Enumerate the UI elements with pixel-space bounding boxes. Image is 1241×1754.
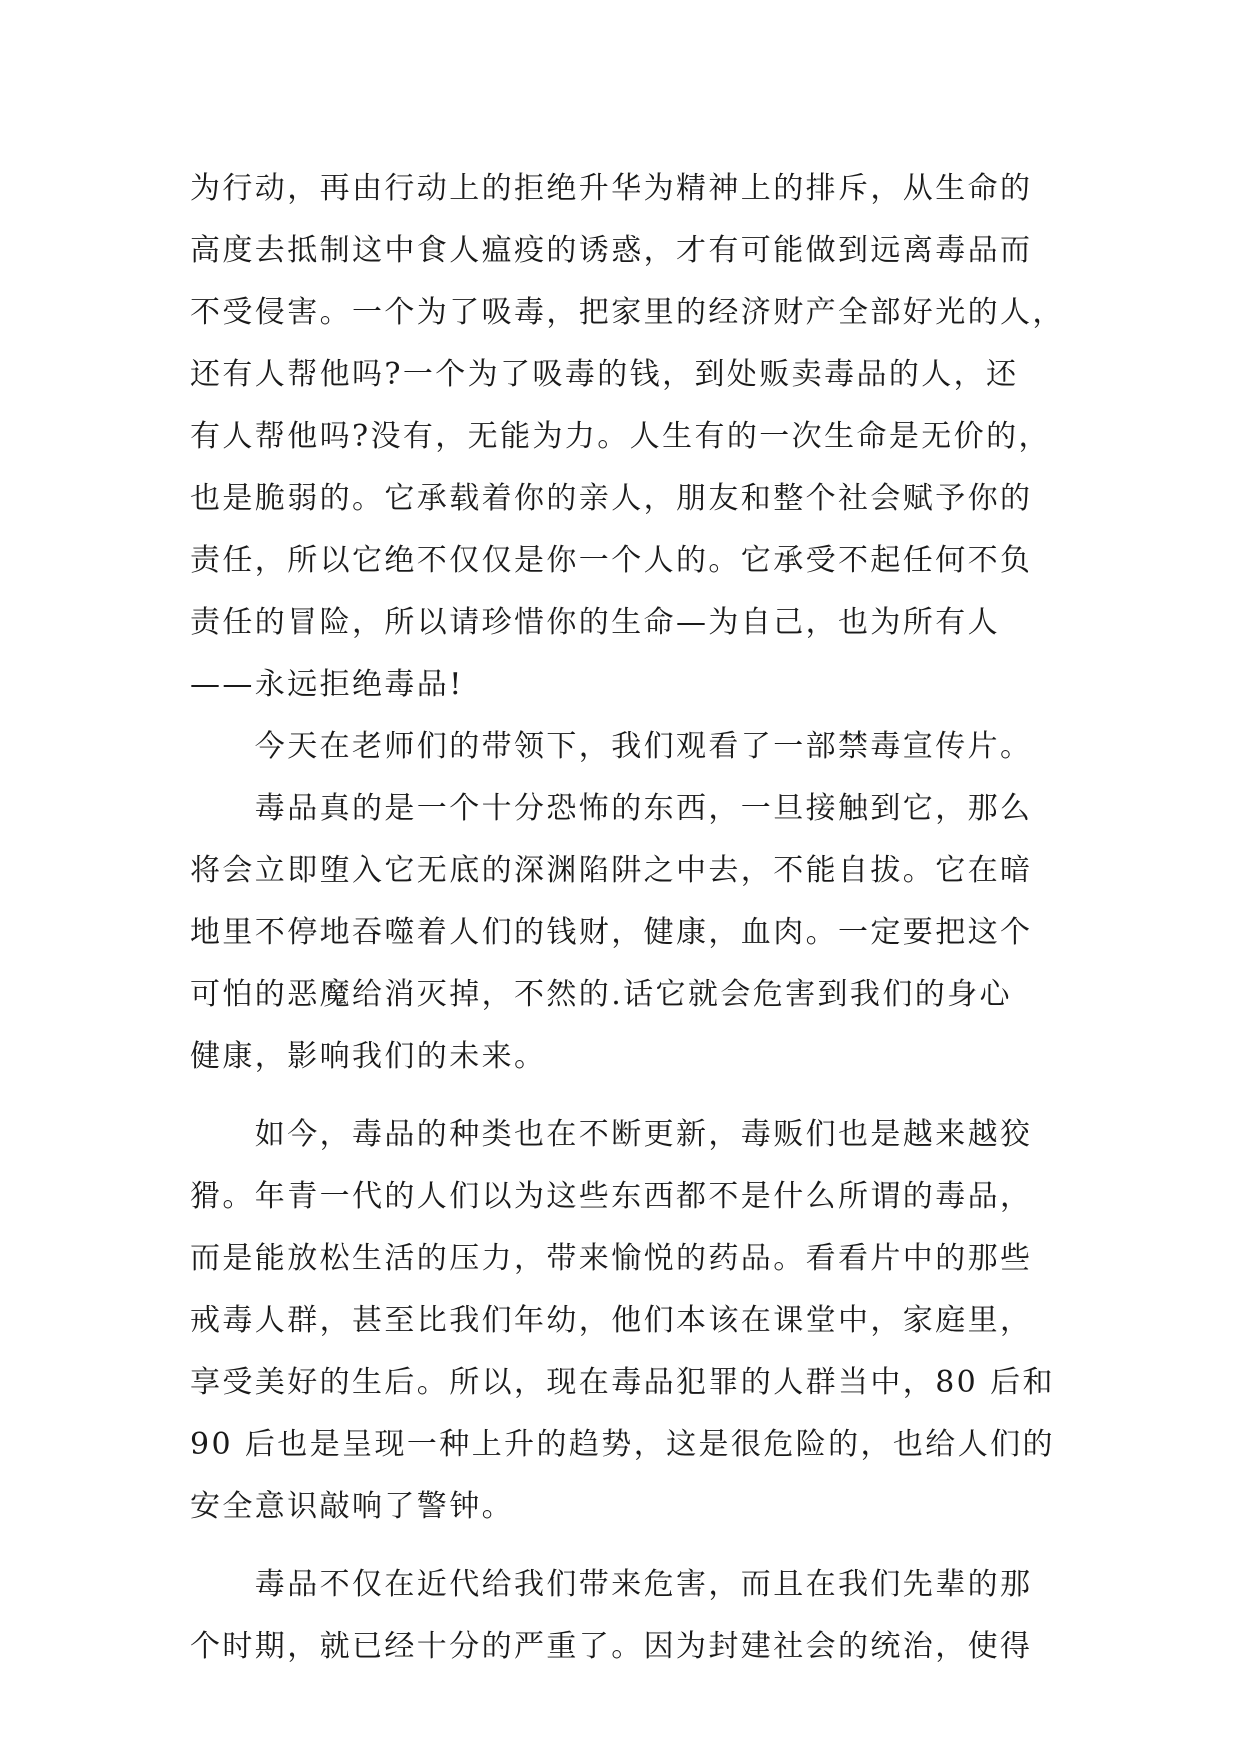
text-line: 责任的冒险，所以请珍惜你的生命—为自己，也为所有人 [190,605,1000,640]
text-line: 可怕的恶魔给消灭掉，不然的.话它就会危害到我们的身心 [190,977,1012,1012]
body-text [190,158,1070,1678]
text-line: 90 后也是呈现一种上升的趋势，这是很危险的，也给人们的 [190,1427,1055,1462]
text-line: 享受美好的生后。所以，现在毒品犯罪的人群当中，80 后和 [190,1365,1055,1400]
text-line: 高度去抵制这中食人瘟疫的诱惑，才有可能做到远离毒品而 [190,233,1033,268]
text-line: 如今，毒品的种类也在不断更新，毒贩们也是越来越狡 [190,1117,1033,1152]
text-line: 安全意识敲响了警钟。 [190,1489,514,1524]
text-line: 地里不停地吞噬着人们的钱财，健康，血肉。一定要把这个 [190,915,1033,950]
text-line: 毒品不仅在近代给我们带来危害，而且在我们先辈的那 [190,1567,1033,1602]
text-line: 而是能放松生活的压力，带来愉悦的药品。看看片中的那些 [190,1241,1033,1276]
text-line: 责任，所以它绝不仅仅是你一个人的。它承受不起任何不负 [190,543,1033,578]
text-line: 不受侵害。一个为了吸毒，把家里的经济财产全部好光的人， [190,295,1065,330]
text-line: 猾。年青一代的人们以为这些东西都不是什么所谓的毒品， [190,1179,1033,1214]
text-line: 今天在老师们的带领下，我们观看了一部禁毒宣传片。 [190,729,1033,764]
text-line: 为行动，再由行动上的拒绝升华为精神上的排斥，从生命的 [190,171,1033,206]
text-line: 将会立即堕入它无底的深渊陷阱之中去，不能自拔。它在暗 [190,853,1033,888]
text-line: ——永远拒绝毒品! [190,667,464,702]
text-line: 还有人帮他吗?一个为了吸毒的钱，到处贩卖毒品的人，还 [190,357,1019,392]
text-line: 个时期，就已经十分的严重了。因为封建社会的统治，使得 [190,1629,1033,1664]
text-line: 毒品真的是一个十分恐怖的东西，一旦接触到它，那么 [190,791,1033,826]
text-line: 有人帮他吗?没有，无能为力。人生有的一次生命是无价的， [190,419,1051,454]
paragraph-gap [190,1088,1070,1104]
text-line: 戒毒人群，甚至比我们年幼，他们本该在课堂中，家庭里， [190,1303,1033,1338]
text-line: 也是脆弱的。它承载着你的亲人，朋友和整个社会赋予你的 [190,481,1033,516]
paragraph-gap [190,1538,1070,1554]
text-line: 健康，影响我们的未来。 [190,1039,547,1074]
